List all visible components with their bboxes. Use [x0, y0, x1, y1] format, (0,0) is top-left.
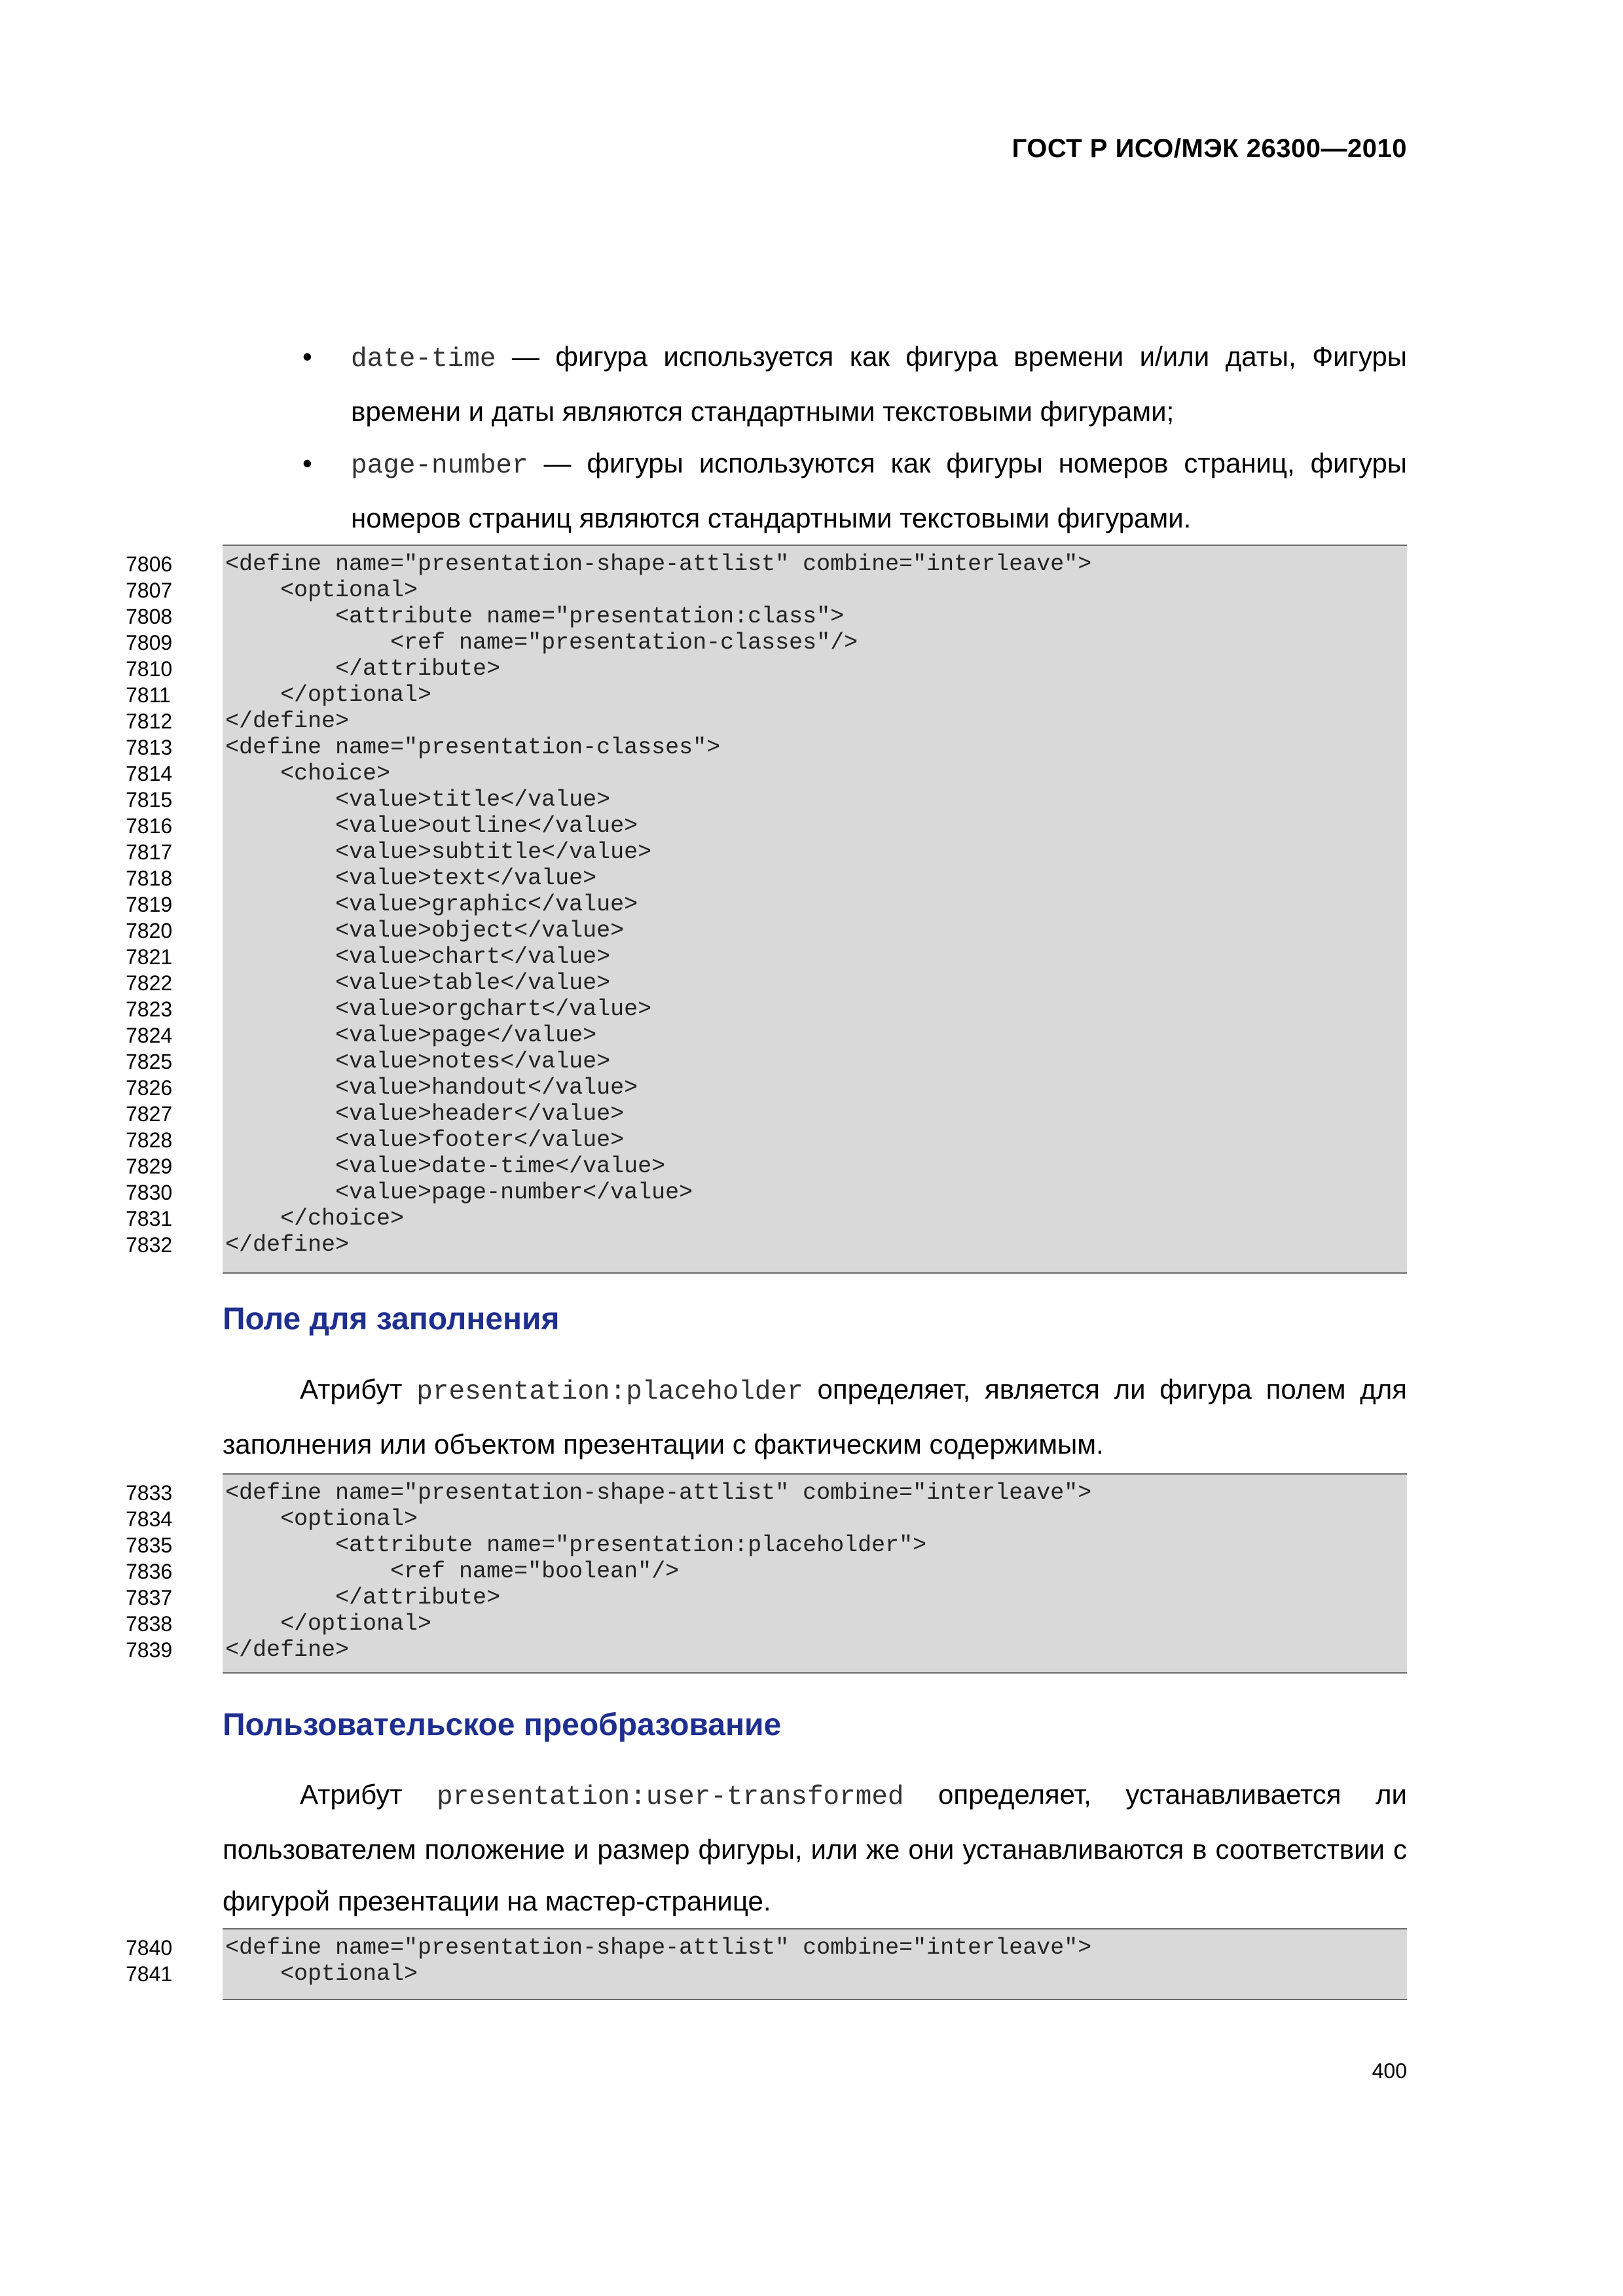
bullet-text: — фигура используется как фигура времени и/или даты, Фигуры времени и даты являются стандартными текстовыми фигурами;: [351, 341, 1407, 427]
line-number: 7819: [126, 893, 173, 916]
code-line: [126, 1961, 1407, 1987]
line-number: 7808: [126, 605, 173, 628]
line-number: 7835: [126, 1534, 173, 1557]
code-text: <attribute name="presentation:class">: [225, 603, 845, 630]
bullet-item-date-time: [223, 331, 1407, 437]
code-line: [126, 1935, 1407, 1961]
code-line: [126, 734, 1407, 761]
line-number: 7813: [126, 736, 173, 759]
para-rest: определяет, является ли фигура полем для заполнения или объектом презентации с фактическим содержимым.: [223, 1374, 1407, 1460]
line-number: 7830: [126, 1181, 173, 1204]
line-number: 7809: [126, 631, 173, 655]
code-line: [126, 839, 1407, 865]
line-number: 7829: [126, 1155, 173, 1178]
bullet-list: [223, 331, 1407, 544]
code-block-placeholder: [126, 1473, 1407, 1674]
line-number: 7806: [126, 552, 173, 576]
code-line: [126, 865, 1407, 891]
code-line: [126, 551, 1407, 577]
code-text: <value>outline</value>: [225, 813, 638, 839]
line-number: 7822: [126, 971, 173, 995]
code-line: [126, 1232, 1407, 1258]
code-line: [126, 1585, 1407, 1611]
code-line: [126, 761, 1407, 787]
code-text: <optional>: [225, 1961, 418, 1987]
code-text: <define name="presentation-classes">: [225, 734, 721, 761]
code-text: <ref name="boolean"/>: [225, 1558, 680, 1585]
code-line: [126, 630, 1407, 656]
code-line: [126, 996, 1407, 1022]
code-text: </attribute>: [225, 1585, 501, 1611]
code-line: [126, 944, 1407, 970]
line-number: 7825: [126, 1050, 173, 1073]
code-line: [126, 1506, 1407, 1532]
line-number: 7824: [126, 1024, 173, 1047]
bullet-marker: •: [302, 448, 312, 478]
code-text: </optional>: [225, 1611, 432, 1637]
code-block-presentation-class: [126, 545, 1407, 1274]
line-number: 7839: [126, 1638, 173, 1662]
section-title-user-transformed: Пользовательское преобразование: [223, 1708, 782, 1742]
para-code: presentation:placeholder: [416, 1377, 803, 1407]
code-text: <value>orgchart</value>: [225, 996, 652, 1022]
code-text: <value>table</value>: [225, 970, 611, 996]
code-line: [126, 577, 1407, 603]
line-number: 7828: [126, 1128, 173, 1152]
para-prefix: Атрибут: [300, 1374, 417, 1405]
code-line: [126, 682, 1407, 708]
line-number: 7818: [126, 867, 173, 890]
line-number: 7831: [126, 1207, 173, 1230]
section-title-placeholder: Поле для заполнения: [223, 1302, 560, 1336]
code-line: [126, 708, 1407, 734]
line-number: 7838: [126, 1612, 173, 1636]
code-text: <optional>: [225, 1506, 418, 1532]
code-text: </define>: [225, 1232, 350, 1258]
code-text: </define>: [225, 1637, 350, 1663]
code-text: <value>chart</value>: [225, 944, 611, 970]
bullet-item-page-number: [223, 437, 1407, 544]
code-line: [126, 1611, 1407, 1637]
code-text: <value>notes</value>: [225, 1049, 611, 1075]
code-line: [126, 1532, 1407, 1558]
line-number: 7841: [126, 1962, 173, 1986]
code-block-user-transformed: [126, 1928, 1407, 2000]
code-line: [126, 1049, 1407, 1075]
code-line: [126, 1075, 1407, 1101]
line-number: 7840: [126, 1936, 173, 1960]
document-header: ГОСТ Р ИСО/МЭК 26300—2010: [1012, 134, 1407, 163]
code-line: [126, 656, 1407, 682]
code-text: <value>header</value>: [225, 1101, 625, 1127]
line-number: 7834: [126, 1507, 173, 1531]
code-text: </define>: [225, 708, 350, 734]
line-number: 7820: [126, 919, 173, 942]
code-text: <define name="presentation-shape-attlist" combine="interleave">: [225, 551, 1092, 577]
code-line: [126, 1637, 1407, 1663]
code-text: <value>handout</value>: [225, 1075, 638, 1101]
line-number: 7827: [126, 1102, 173, 1126]
code-text: <value>object</value>: [225, 918, 625, 944]
line-number: 7815: [126, 788, 173, 812]
code-line: [126, 970, 1407, 996]
line-number: 7837: [126, 1586, 173, 1609]
code-line: [126, 1206, 1407, 1232]
code-line: [126, 1153, 1407, 1179]
code-text: <value>subtitle</value>: [225, 839, 652, 865]
bullet-code: page-number: [351, 451, 528, 481]
para-prefix: Атрибут: [300, 1779, 437, 1810]
line-number: 7832: [126, 1233, 173, 1257]
line-number: 7812: [126, 709, 173, 733]
code-text: </choice>: [225, 1206, 405, 1232]
line-number: 7807: [126, 579, 173, 602]
line-number: 7810: [126, 657, 173, 681]
code-text: <attribute name="presentation:placeholder">: [225, 1532, 927, 1558]
code-text: <ref name="presentation-classes"/>: [225, 630, 858, 656]
para-code: presentation:user-transformed: [437, 1782, 904, 1812]
code-text: <value>page-number</value>: [225, 1179, 693, 1206]
code-text: <choice>: [225, 761, 391, 787]
code-line: [126, 1179, 1407, 1206]
bullet-code: date-time: [351, 344, 496, 374]
code-line: [126, 603, 1407, 630]
code-text: </optional>: [225, 682, 432, 708]
code-text: <value>text</value>: [225, 865, 597, 891]
code-text: <value>footer</value>: [225, 1127, 625, 1153]
paragraph-user-transformed: [223, 1768, 1407, 1927]
code-text: <define name="presentation-shape-attlist" combine="interleave">: [225, 1480, 1092, 1506]
code-text: <value>page</value>: [225, 1022, 597, 1049]
line-number: 7811: [126, 683, 171, 707]
code-line: [126, 1480, 1407, 1506]
line-number: 7814: [126, 762, 173, 785]
code-line: [126, 813, 1407, 839]
code-line: [126, 1558, 1407, 1585]
line-number: 7816: [126, 814, 173, 838]
line-number: 7833: [126, 1481, 173, 1505]
line-number: 7826: [126, 1076, 173, 1100]
code-line: [126, 1101, 1407, 1127]
paragraph-placeholder: [223, 1363, 1407, 1470]
bullet-marker: •: [302, 341, 312, 372]
code-line: [126, 891, 1407, 918]
code-text: <value>title</value>: [225, 787, 611, 813]
code-text: <optional>: [225, 577, 418, 603]
page-number: 400: [1372, 2059, 1407, 2083]
code-text: <value>date-time</value>: [225, 1153, 666, 1179]
code-line: [126, 787, 1407, 813]
para-rest: определяет, устанавливается ли пользователем положение и размер фигуры, или же они устанавливаются в соответствии с фигурой презентации на мастер-странице.: [223, 1779, 1408, 1916]
line-number: 7821: [126, 945, 173, 969]
line-number: 7836: [126, 1560, 173, 1583]
line-number: 7823: [126, 997, 173, 1021]
bullet-text: — фигуры используются как фигуры номеров страниц, фигуры номеров страниц являются стандартными текстовыми фигурами.: [351, 448, 1407, 533]
line-number: 7817: [126, 840, 173, 864]
code-line: [126, 1127, 1407, 1153]
code-line: [126, 918, 1407, 944]
code-text: <value>graphic</value>: [225, 891, 638, 918]
code-line: [126, 1022, 1407, 1049]
code-text: <define name="presentation-shape-attlist" combine="interleave">: [225, 1935, 1092, 1961]
code-text: </attribute>: [225, 656, 501, 682]
